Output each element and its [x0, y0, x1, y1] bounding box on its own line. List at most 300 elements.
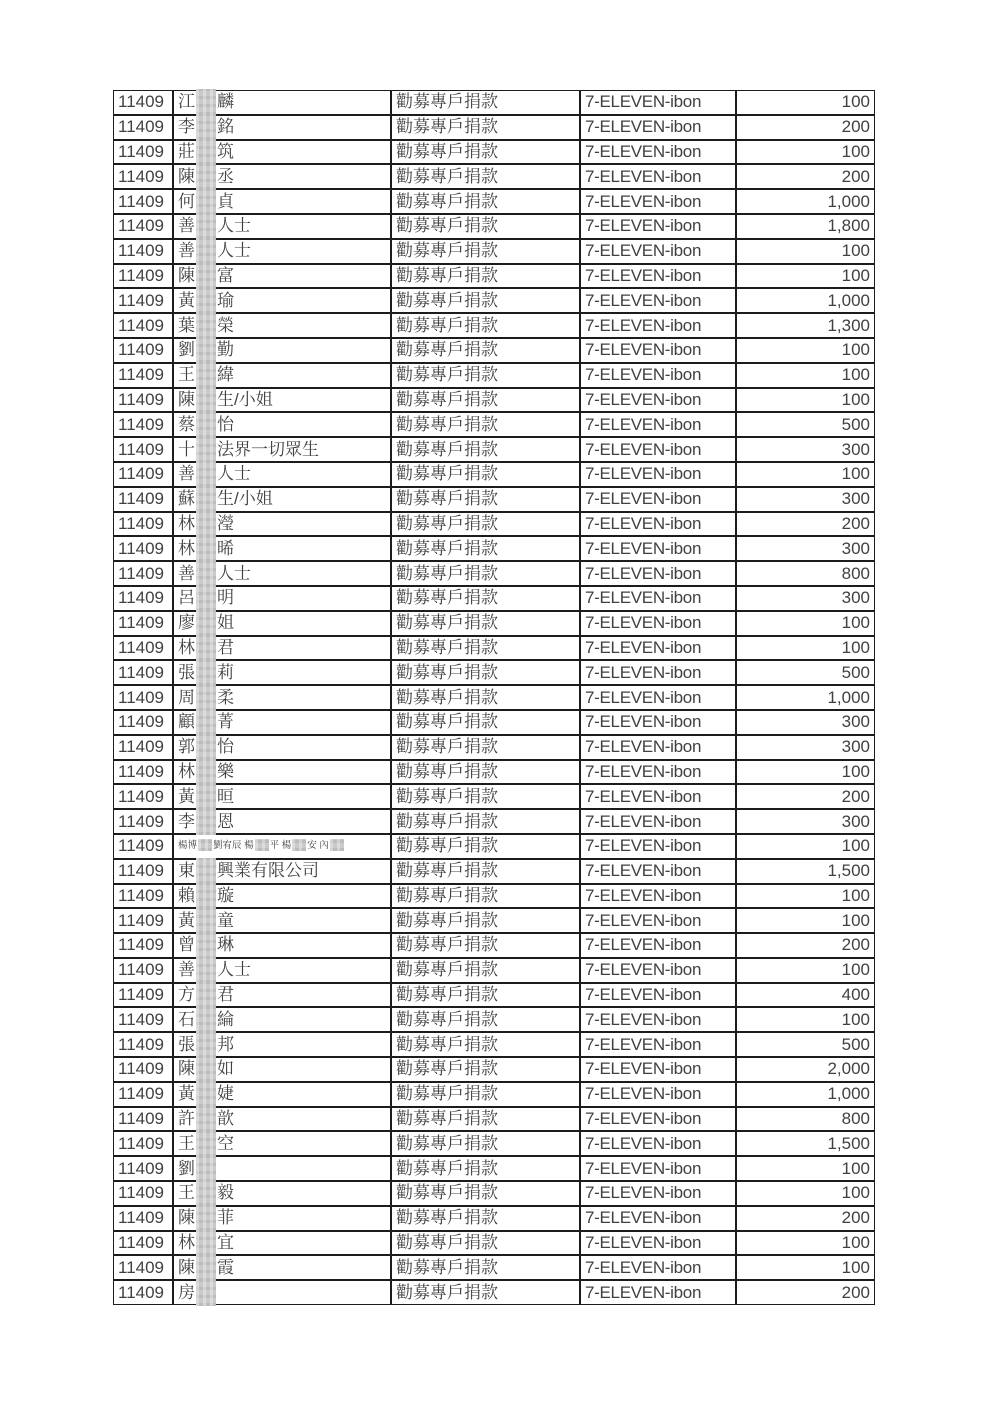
donor-name-cell: 莊 筑	[173, 140, 391, 165]
channel-cell: 7-ELEVEN-ibon	[580, 636, 736, 661]
channel-cell: 7-ELEVEN-ibon	[580, 536, 736, 561]
amount-cell: 100	[736, 140, 875, 165]
period-cell: 11409	[113, 214, 173, 239]
donation-type-cell: 勸募專戶捐款	[391, 412, 580, 437]
amount-cell: 200	[736, 784, 875, 809]
period-cell: 11409	[113, 859, 173, 884]
period-cell: 11409	[113, 685, 173, 710]
redaction-block	[196, 858, 216, 884]
table-row	[113, 1255, 875, 1280]
table-row	[113, 735, 875, 760]
amount-cell: 100	[736, 1255, 875, 1280]
donor-name-cell: 李 恩	[173, 809, 391, 834]
donor-name-cell: 林 君	[173, 636, 391, 661]
channel-cell: 7-ELEVEN-ibon	[580, 1255, 736, 1280]
redaction-block	[196, 561, 216, 587]
donation-type-cell: 勸募專戶捐款	[391, 512, 580, 537]
table-row	[113, 561, 875, 586]
donor-name-cell: 善 人士	[173, 214, 391, 239]
period-cell: 11409	[113, 1131, 173, 1156]
channel-cell: 7-ELEVEN-ibon	[580, 412, 736, 437]
table-row	[113, 338, 875, 363]
channel-cell: 7-ELEVEN-ibon	[580, 1032, 736, 1057]
channel-cell: 7-ELEVEN-ibon	[580, 512, 736, 537]
redaction-block	[196, 461, 216, 487]
table-row	[113, 1280, 875, 1305]
table-row	[113, 983, 875, 1008]
donor-name-cell: 黃 童	[173, 908, 391, 933]
donation-type-cell: 勸募專戶捐款	[391, 1107, 580, 1132]
redaction-block	[196, 908, 216, 934]
donation-type-cell: 勸募專戶捐款	[391, 1181, 580, 1206]
table-row	[113, 1107, 875, 1132]
redaction-block	[196, 709, 216, 735]
donor-name-cell: 蘇 生/小姐	[173, 487, 391, 512]
channel-cell: 7-ELEVEN-ibon	[580, 660, 736, 685]
redaction-block	[196, 1255, 216, 1281]
redaction-block	[196, 238, 216, 264]
table-row	[113, 1206, 875, 1231]
donor-name-cell: 黃 晅	[173, 784, 391, 809]
channel-cell: 7-ELEVEN-ibon	[580, 164, 736, 189]
redaction-block	[196, 1205, 216, 1231]
donor-name-cell: 善 人士	[173, 462, 391, 487]
channel-cell: 7-ELEVEN-ibon	[580, 1181, 736, 1206]
channel-cell: 7-ELEVEN-ibon	[580, 140, 736, 165]
donation-type-cell: 勸募專戶捐款	[391, 214, 580, 239]
period-cell: 11409	[113, 760, 173, 785]
period-cell: 11409	[113, 784, 173, 809]
period-cell: 11409	[113, 1181, 173, 1206]
amount-cell: 100	[736, 1007, 875, 1032]
redaction-block	[196, 189, 216, 215]
table-row	[113, 90, 875, 115]
donor-name-cell: 陳 菲	[173, 1206, 391, 1231]
table-row	[113, 214, 875, 239]
redaction-block	[196, 288, 216, 314]
period-cell: 11409	[113, 735, 173, 760]
donor-name-cell: 王 緯	[173, 363, 391, 388]
table-row	[113, 140, 875, 165]
redaction-block	[196, 486, 216, 512]
donor-name-cell: 江 麟	[173, 90, 391, 115]
amount-cell: 100	[736, 264, 875, 289]
table-row	[113, 313, 875, 338]
redaction-block	[196, 1156, 216, 1182]
donor-name-cell: 曾 琳	[173, 933, 391, 958]
donor-name-cell: 郭 怡	[173, 735, 391, 760]
donation-type-cell: 勸募專戶捐款	[391, 140, 580, 165]
table-row	[113, 462, 875, 487]
amount-cell: 300	[736, 710, 875, 735]
channel-cell: 7-ELEVEN-ibon	[580, 239, 736, 264]
period-cell: 11409	[113, 933, 173, 958]
donation-type-cell: 勸募專戶捐款	[391, 189, 580, 214]
donation-type-cell: 勸募專戶捐款	[391, 809, 580, 834]
amount-cell: 100	[736, 636, 875, 661]
period-cell: 11409	[113, 1231, 173, 1256]
redaction-block	[196, 1081, 216, 1107]
redaction-block	[196, 114, 216, 140]
redaction-block	[196, 1007, 216, 1033]
amount-cell: 200	[736, 1280, 875, 1305]
donor-name-cell: 林 宜	[173, 1231, 391, 1256]
donor-name-cell: 張 邦	[173, 1032, 391, 1057]
period-cell: 11409	[113, 958, 173, 983]
redaction-block	[196, 585, 216, 611]
table-row	[113, 859, 875, 884]
period-cell: 11409	[113, 140, 173, 165]
table-row	[113, 908, 875, 933]
redaction-block	[196, 685, 216, 711]
donation-type-cell: 勸募專戶捐款	[391, 660, 580, 685]
amount-cell: 100	[736, 1181, 875, 1206]
period-cell: 11409	[113, 1255, 173, 1280]
table-row	[113, 933, 875, 958]
table-row	[113, 115, 875, 140]
period-cell: 11409	[113, 487, 173, 512]
donation-type-cell: 勸募專戶捐款	[391, 958, 580, 983]
donor-name-cell: 楊博 劉宥辰 楊 平 楊 安 內	[173, 834, 391, 859]
redaction-block	[196, 164, 216, 190]
redaction-block	[255, 839, 269, 851]
amount-cell: 100	[736, 908, 875, 933]
amount-cell: 1,000	[736, 189, 875, 214]
channel-cell: 7-ELEVEN-ibon	[580, 760, 736, 785]
table-row	[113, 710, 875, 735]
amount-cell: 300	[736, 536, 875, 561]
period-cell: 11409	[113, 1007, 173, 1032]
redaction-block	[196, 412, 216, 438]
table-row	[113, 1231, 875, 1256]
channel-cell: 7-ELEVEN-ibon	[580, 1131, 736, 1156]
amount-cell: 800	[736, 561, 875, 586]
amount-cell: 2,000	[736, 1057, 875, 1082]
period-cell: 11409	[113, 536, 173, 561]
channel-cell: 7-ELEVEN-ibon	[580, 1057, 736, 1082]
channel-cell: 7-ELEVEN-ibon	[580, 735, 736, 760]
period-cell: 11409	[113, 834, 173, 859]
amount-cell: 100	[736, 1156, 875, 1181]
table-row	[113, 487, 875, 512]
amount-cell: 100	[736, 884, 875, 909]
amount-cell: 100	[736, 611, 875, 636]
table-row	[113, 363, 875, 388]
donor-name-cell: 方 君	[173, 983, 391, 1008]
donation-type-cell: 勸募專戶捐款	[391, 338, 580, 363]
donation-type-cell: 勸募專戶捐款	[391, 1280, 580, 1305]
donation-type-cell: 勸募專戶捐款	[391, 239, 580, 264]
period-cell: 11409	[113, 239, 173, 264]
donor-name-cell: 張 莉	[173, 660, 391, 685]
donation-type-cell: 勸募專戶捐款	[391, 933, 580, 958]
redaction-block	[196, 933, 216, 959]
channel-cell: 7-ELEVEN-ibon	[580, 1231, 736, 1256]
donor-name-cell: 善 人士	[173, 958, 391, 983]
period-cell: 11409	[113, 660, 173, 685]
period-cell: 11409	[113, 809, 173, 834]
channel-cell: 7-ELEVEN-ibon	[580, 437, 736, 462]
donor-name-cell: 顧 菁	[173, 710, 391, 735]
period-cell: 11409	[113, 313, 173, 338]
period-cell: 11409	[113, 1156, 173, 1181]
period-cell: 11409	[113, 884, 173, 909]
redaction-block	[196, 437, 216, 463]
donation-type-cell: 勸募專戶捐款	[391, 561, 580, 586]
donor-name-cell: 石 綸	[173, 1007, 391, 1032]
period-cell: 11409	[113, 189, 173, 214]
redaction-block	[196, 759, 216, 785]
table-row	[113, 189, 875, 214]
donation-type-cell: 勸募專戶捐款	[391, 115, 580, 140]
table-row	[113, 288, 875, 313]
donation-type-cell: 勸募專戶捐款	[391, 1032, 580, 1057]
amount-cell: 300	[736, 586, 875, 611]
amount-cell: 100	[736, 338, 875, 363]
table-row	[113, 239, 875, 264]
donation-type-cell: 勸募專戶捐款	[391, 1131, 580, 1156]
donor-name-cell: 房	[173, 1280, 391, 1305]
redaction-block	[196, 610, 216, 636]
redaction-block	[196, 1056, 216, 1082]
period-cell: 11409	[113, 636, 173, 661]
period-cell: 11409	[113, 1206, 173, 1231]
channel-cell: 7-ELEVEN-ibon	[580, 214, 736, 239]
donor-name-cell: 廖 姐	[173, 611, 391, 636]
period-cell: 11409	[113, 164, 173, 189]
channel-cell: 7-ELEVEN-ibon	[580, 1107, 736, 1132]
period-cell: 11409	[113, 115, 173, 140]
table-row	[113, 611, 875, 636]
donor-name-cell: 呂 明	[173, 586, 391, 611]
table-row	[113, 834, 875, 859]
donation-type-cell: 勸募專戶捐款	[391, 313, 580, 338]
amount-cell: 100	[736, 834, 875, 859]
donation-type-cell: 勸募專戶捐款	[391, 462, 580, 487]
period-cell: 11409	[113, 338, 173, 363]
channel-cell: 7-ELEVEN-ibon	[580, 115, 736, 140]
redaction-block	[196, 511, 216, 537]
period-cell: 11409	[113, 264, 173, 289]
amount-cell: 500	[736, 660, 875, 685]
redaction-block	[196, 1032, 216, 1058]
donor-name-cell: 黃 瑜	[173, 288, 391, 313]
amount-cell: 1,000	[736, 685, 875, 710]
channel-cell: 7-ELEVEN-ibon	[580, 809, 736, 834]
table-row	[113, 1032, 875, 1057]
period-cell: 11409	[113, 363, 173, 388]
donor-name-cell: 王 空	[173, 1131, 391, 1156]
redaction-block	[196, 982, 216, 1008]
amount-cell: 1,500	[736, 1131, 875, 1156]
donor-name-cell: 何 貞	[173, 189, 391, 214]
period-cell: 11409	[113, 90, 173, 115]
period-cell: 11409	[113, 437, 173, 462]
donor-name-cell: 陳 富	[173, 264, 391, 289]
period-cell: 11409	[113, 586, 173, 611]
redaction-block	[196, 883, 216, 909]
redaction-block	[196, 957, 216, 983]
donation-table-body	[113, 90, 875, 1305]
channel-cell: 7-ELEVEN-ibon	[580, 1280, 736, 1305]
redaction-block	[196, 809, 216, 835]
amount-cell: 300	[736, 809, 875, 834]
donor-name-cell: 林 樂	[173, 760, 391, 785]
amount-cell: 200	[736, 164, 875, 189]
donor-name-cell: 黃 婕	[173, 1082, 391, 1107]
donor-name-cell: 陳 生/小姐	[173, 388, 391, 413]
amount-cell: 1,300	[736, 313, 875, 338]
channel-cell: 7-ELEVEN-ibon	[580, 462, 736, 487]
period-cell: 11409	[113, 512, 173, 537]
period-cell: 11409	[113, 1280, 173, 1305]
channel-cell: 7-ELEVEN-ibon	[580, 363, 736, 388]
period-cell: 11409	[113, 983, 173, 1008]
amount-cell: 300	[736, 437, 875, 462]
amount-cell: 400	[736, 983, 875, 1008]
donor-name-cell: 東 興業有限公司	[173, 859, 391, 884]
donation-type-cell: 勸募專戶捐款	[391, 288, 580, 313]
channel-cell: 7-ELEVEN-ibon	[580, 264, 736, 289]
redaction-block	[196, 89, 216, 115]
channel-cell: 7-ELEVEN-ibon	[580, 611, 736, 636]
donor-name-cell: 葉 榮	[173, 313, 391, 338]
amount-cell: 100	[736, 239, 875, 264]
table-row	[113, 784, 875, 809]
table-row	[113, 412, 875, 437]
channel-cell: 7-ELEVEN-ibon	[580, 884, 736, 909]
donation-type-cell: 勸募專戶捐款	[391, 536, 580, 561]
channel-cell: 7-ELEVEN-ibon	[580, 313, 736, 338]
amount-cell: 100	[736, 388, 875, 413]
period-cell: 11409	[113, 1082, 173, 1107]
redaction-block	[196, 784, 216, 810]
donation-type-cell: 勸募專戶捐款	[391, 1057, 580, 1082]
channel-cell: 7-ELEVEN-ibon	[580, 189, 736, 214]
table-row	[113, 660, 875, 685]
donation-type-cell: 勸募專戶捐款	[391, 636, 580, 661]
channel-cell: 7-ELEVEN-ibon	[580, 1206, 736, 1231]
table-row	[113, 760, 875, 785]
redaction-block	[196, 1230, 216, 1256]
redaction-block	[196, 213, 216, 239]
donation-type-cell: 勸募專戶捐款	[391, 611, 580, 636]
donation-type-cell: 勸募專戶捐款	[391, 586, 580, 611]
donation-type-cell: 勸募專戶捐款	[391, 884, 580, 909]
table-row	[113, 388, 875, 413]
channel-cell: 7-ELEVEN-ibon	[580, 1156, 736, 1181]
redaction-block	[196, 734, 216, 760]
donor-name-cell: 善 人士	[173, 561, 391, 586]
amount-cell: 100	[736, 1231, 875, 1256]
amount-cell: 200	[736, 115, 875, 140]
donation-type-cell: 勸募專戶捐款	[391, 983, 580, 1008]
redaction-block	[196, 362, 216, 388]
channel-cell: 7-ELEVEN-ibon	[580, 933, 736, 958]
channel-cell: 7-ELEVEN-ibon	[580, 487, 736, 512]
table-row	[113, 1057, 875, 1082]
table-row	[113, 1156, 875, 1181]
donor-name-cell: 陳 如	[173, 1057, 391, 1082]
donor-name-cell: 劉	[173, 1156, 391, 1181]
donation-type-cell: 勸募專戶捐款	[391, 760, 580, 785]
amount-cell: 100	[736, 90, 875, 115]
period-cell: 11409	[113, 1107, 173, 1132]
donor-name-cell: 陳 丞	[173, 164, 391, 189]
channel-cell: 7-ELEVEN-ibon	[580, 1007, 736, 1032]
redaction-block	[198, 839, 212, 851]
amount-cell: 300	[736, 735, 875, 760]
donation-type-cell: 勸募專戶捐款	[391, 834, 580, 859]
period-cell: 11409	[113, 1057, 173, 1082]
donation-type-cell: 勸募專戶捐款	[391, 685, 580, 710]
donor-name-cell: 十 法界一切眾生	[173, 437, 391, 462]
table-row	[113, 1082, 875, 1107]
amount-cell: 1,000	[736, 1082, 875, 1107]
amount-cell: 100	[736, 760, 875, 785]
amount-cell: 500	[736, 1032, 875, 1057]
redaction-block	[196, 337, 216, 363]
donation-type-cell: 勸募專戶捐款	[391, 784, 580, 809]
channel-cell: 7-ELEVEN-ibon	[580, 388, 736, 413]
amount-cell: 300	[736, 487, 875, 512]
donor-name-cell: 劉 勤	[173, 338, 391, 363]
period-cell: 11409	[113, 710, 173, 735]
donation-type-cell: 勸募專戶捐款	[391, 487, 580, 512]
donation-type-cell: 勸募專戶捐款	[391, 90, 580, 115]
donation-type-cell: 勸募專戶捐款	[391, 735, 580, 760]
channel-cell: 7-ELEVEN-ibon	[580, 784, 736, 809]
channel-cell: 7-ELEVEN-ibon	[580, 288, 736, 313]
table-row	[113, 636, 875, 661]
donor-name-cell: 林 瀅	[173, 512, 391, 537]
period-cell: 11409	[113, 288, 173, 313]
channel-cell: 7-ELEVEN-ibon	[580, 983, 736, 1008]
amount-cell: 1,500	[736, 859, 875, 884]
channel-cell: 7-ELEVEN-ibon	[580, 710, 736, 735]
donation-type-cell: 勸募專戶捐款	[391, 1007, 580, 1032]
donor-name-cell: 許 歆	[173, 1107, 391, 1132]
redaction-block	[196, 1180, 216, 1206]
channel-cell: 7-ELEVEN-ibon	[580, 1082, 736, 1107]
channel-cell: 7-ELEVEN-ibon	[580, 561, 736, 586]
redaction-block	[196, 387, 216, 413]
donation-type-cell: 勸募專戶捐款	[391, 859, 580, 884]
redaction-block	[196, 1280, 216, 1306]
table-row	[113, 536, 875, 561]
redaction-block	[196, 635, 216, 661]
donation-type-cell: 勸募專戶捐款	[391, 1206, 580, 1231]
redaction-block	[292, 839, 306, 851]
period-cell: 11409	[113, 611, 173, 636]
period-cell: 11409	[113, 412, 173, 437]
donation-type-cell: 勸募專戶捐款	[391, 710, 580, 735]
channel-cell: 7-ELEVEN-ibon	[580, 90, 736, 115]
channel-cell: 7-ELEVEN-ibon	[580, 685, 736, 710]
amount-cell: 500	[736, 412, 875, 437]
donation-type-cell: 勸募專戶捐款	[391, 437, 580, 462]
channel-cell: 7-ELEVEN-ibon	[580, 859, 736, 884]
table-row	[113, 958, 875, 983]
channel-cell: 7-ELEVEN-ibon	[580, 834, 736, 859]
table-row	[113, 884, 875, 909]
donor-name-cell: 王 毅	[173, 1181, 391, 1206]
channel-cell: 7-ELEVEN-ibon	[580, 908, 736, 933]
donation-type-cell: 勸募專戶捐款	[391, 1082, 580, 1107]
donation-type-cell: 勸募專戶捐款	[391, 908, 580, 933]
table-row	[113, 1131, 875, 1156]
donor-name-cell: 林 晞	[173, 536, 391, 561]
